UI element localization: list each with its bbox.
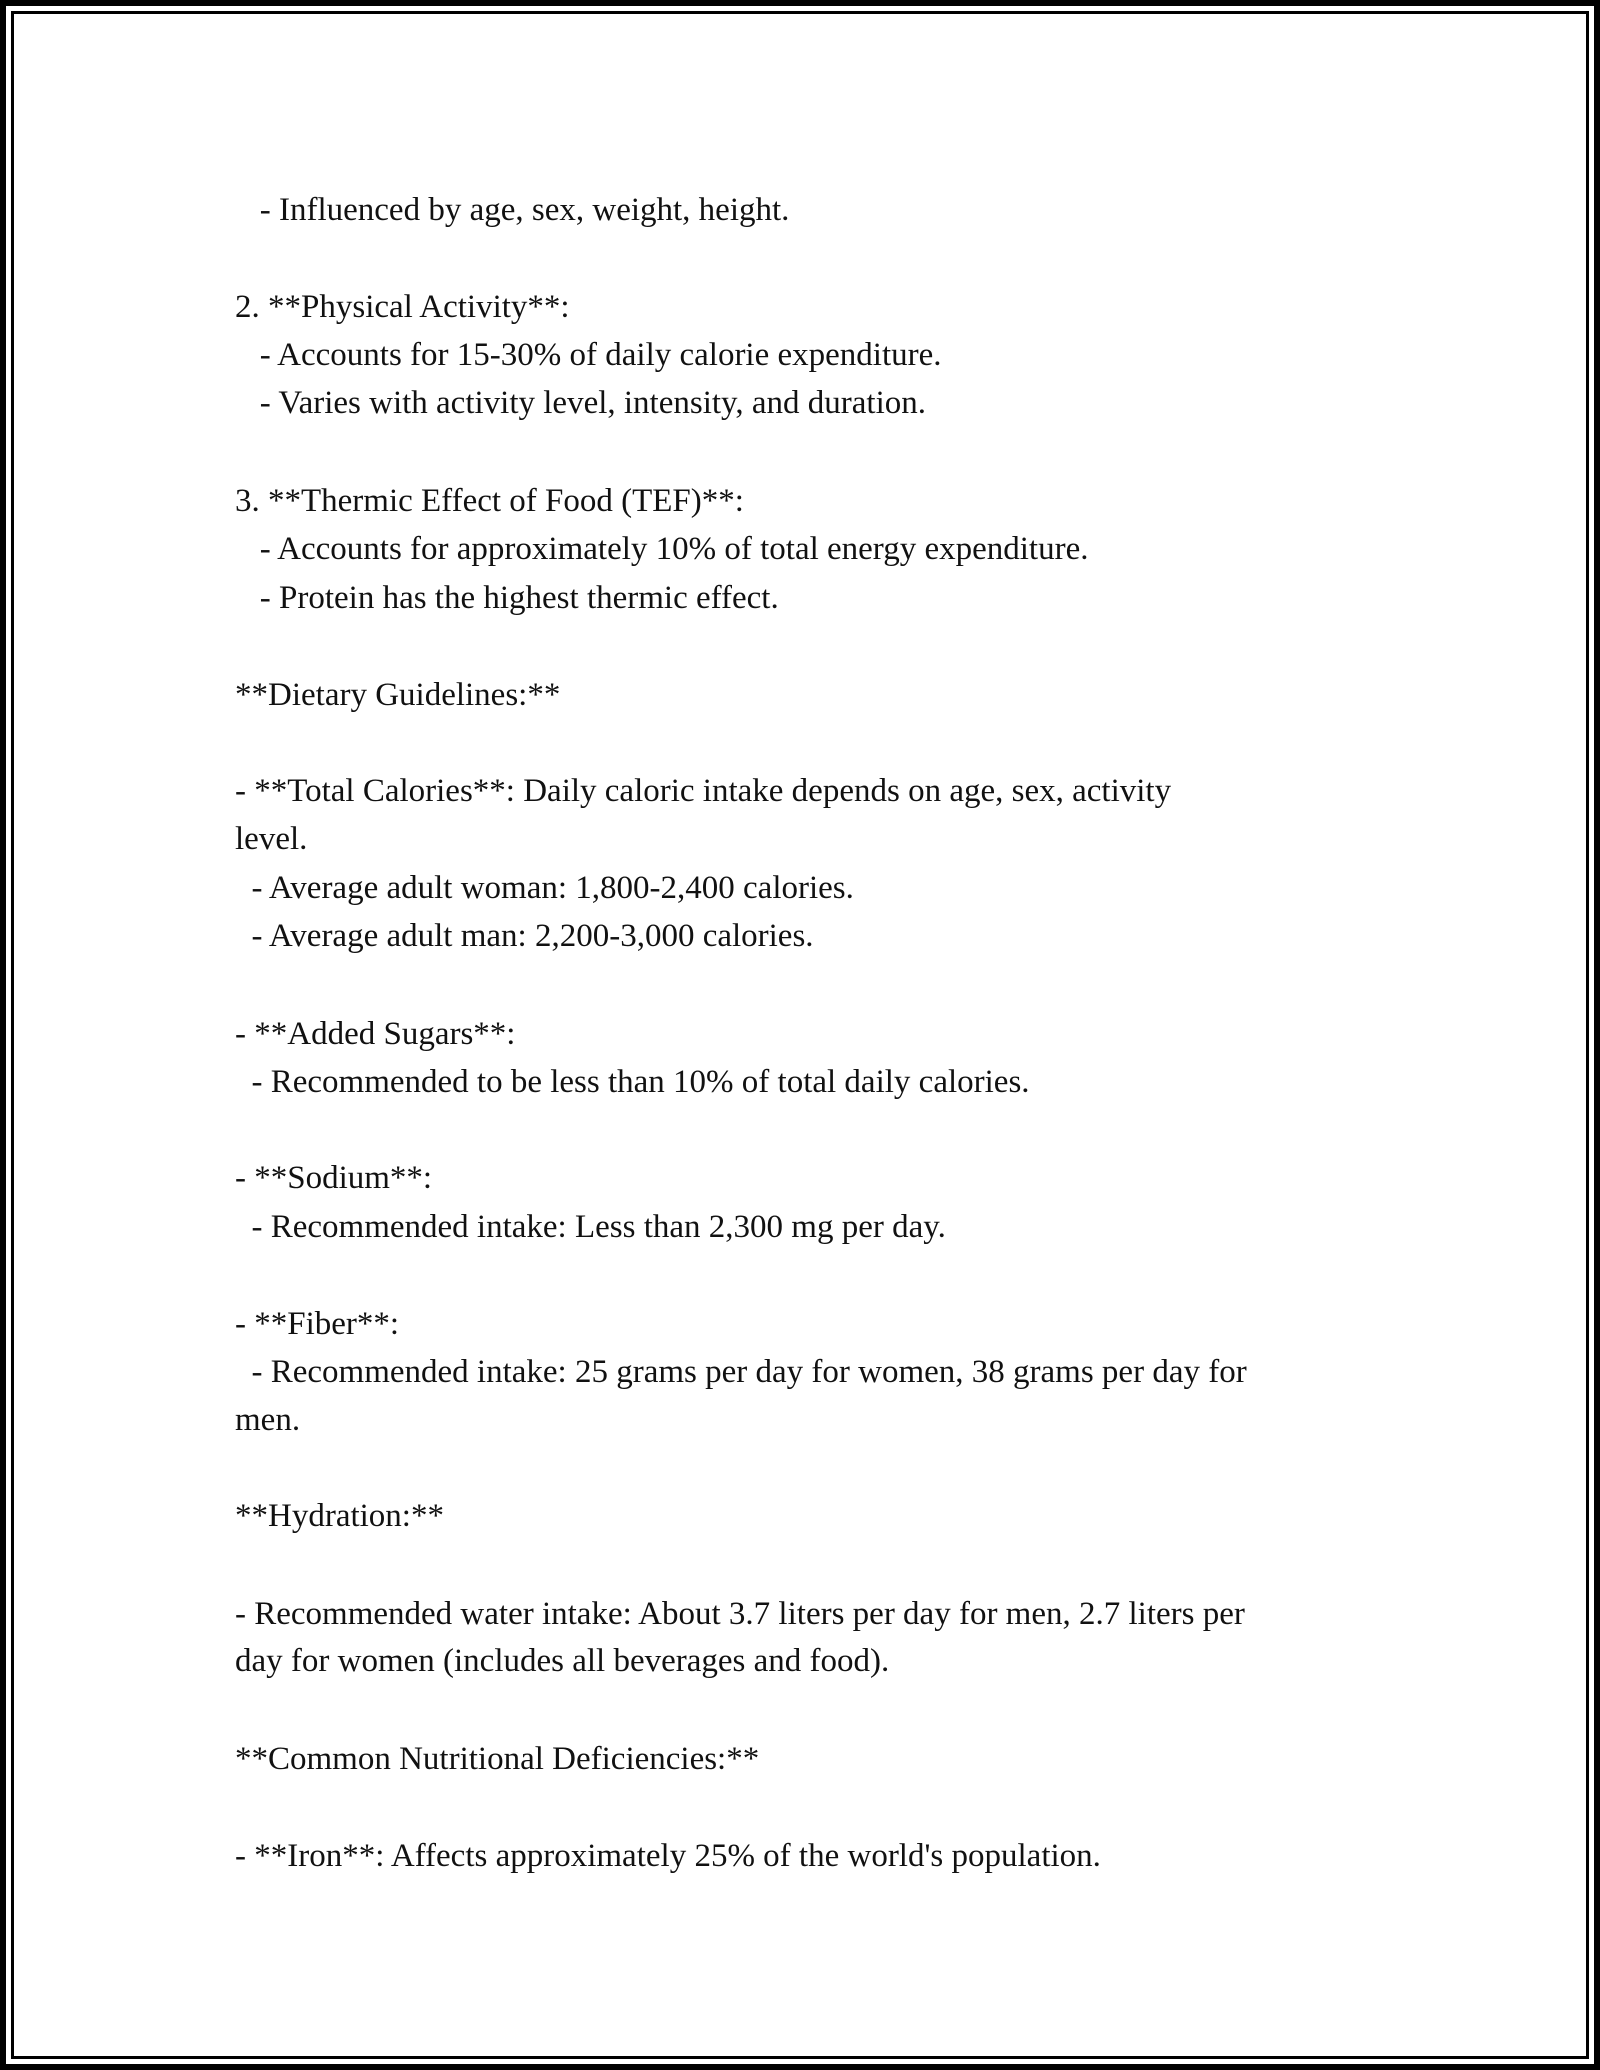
section-heading: **Common Nutritional Deficiencies:** [235, 1741, 760, 1777]
text-line: - Influenced by age, sex, weight, height. [235, 192, 790, 228]
text-line: - **Total Calories**: Daily caloric intake depends on age, sex, activity [235, 773, 1172, 809]
text-line: level. [235, 821, 308, 857]
text-line: - **Fiber**: [235, 1306, 400, 1342]
text-line: - Average adult woman: 1,800-2,400 calories. [235, 870, 854, 906]
text-line: - Average adult man: 2,200-3,000 calories. [235, 918, 814, 954]
text-line: - Protein has the highest thermic effect. [235, 580, 779, 616]
text-line: men. [235, 1402, 301, 1438]
text-line: day for women (includes all beverages and food). [235, 1643, 890, 1679]
text-line: - Accounts for 15-30% of daily calorie expenditure. [235, 337, 942, 373]
text-line: 2. **Physical Activity**: [235, 289, 570, 325]
section-heading: **Dietary Guidelines:** [235, 677, 561, 713]
text-line: - **Sodium**: [235, 1160, 433, 1196]
text-line: - **Iron**: Affects approximately 25% of the world's population. [235, 1838, 1101, 1874]
text-line: - Accounts for approximately 10% of total energy expenditure. [235, 531, 1089, 567]
text-line: - **Added Sugars**: [235, 1016, 516, 1052]
text-line: - Recommended intake: 25 grams per day for women, 38 grams per day for [235, 1354, 1247, 1390]
section-heading: **Hydration:** [235, 1498, 444, 1534]
text-line: - Recommended intake: Less than 2,300 mg per day. [235, 1209, 946, 1245]
text-line: - Varies with activity level, intensity, and duration. [235, 385, 927, 421]
text-line: 3. **Thermic Effect of Food (TEF)**: [235, 483, 744, 519]
text-line: - Recommended water intake: About 3.7 liters per day for men, 2.7 liters per [235, 1596, 1245, 1632]
text-line: - Recommended to be less than 10% of total daily calories. [235, 1064, 1030, 1100]
